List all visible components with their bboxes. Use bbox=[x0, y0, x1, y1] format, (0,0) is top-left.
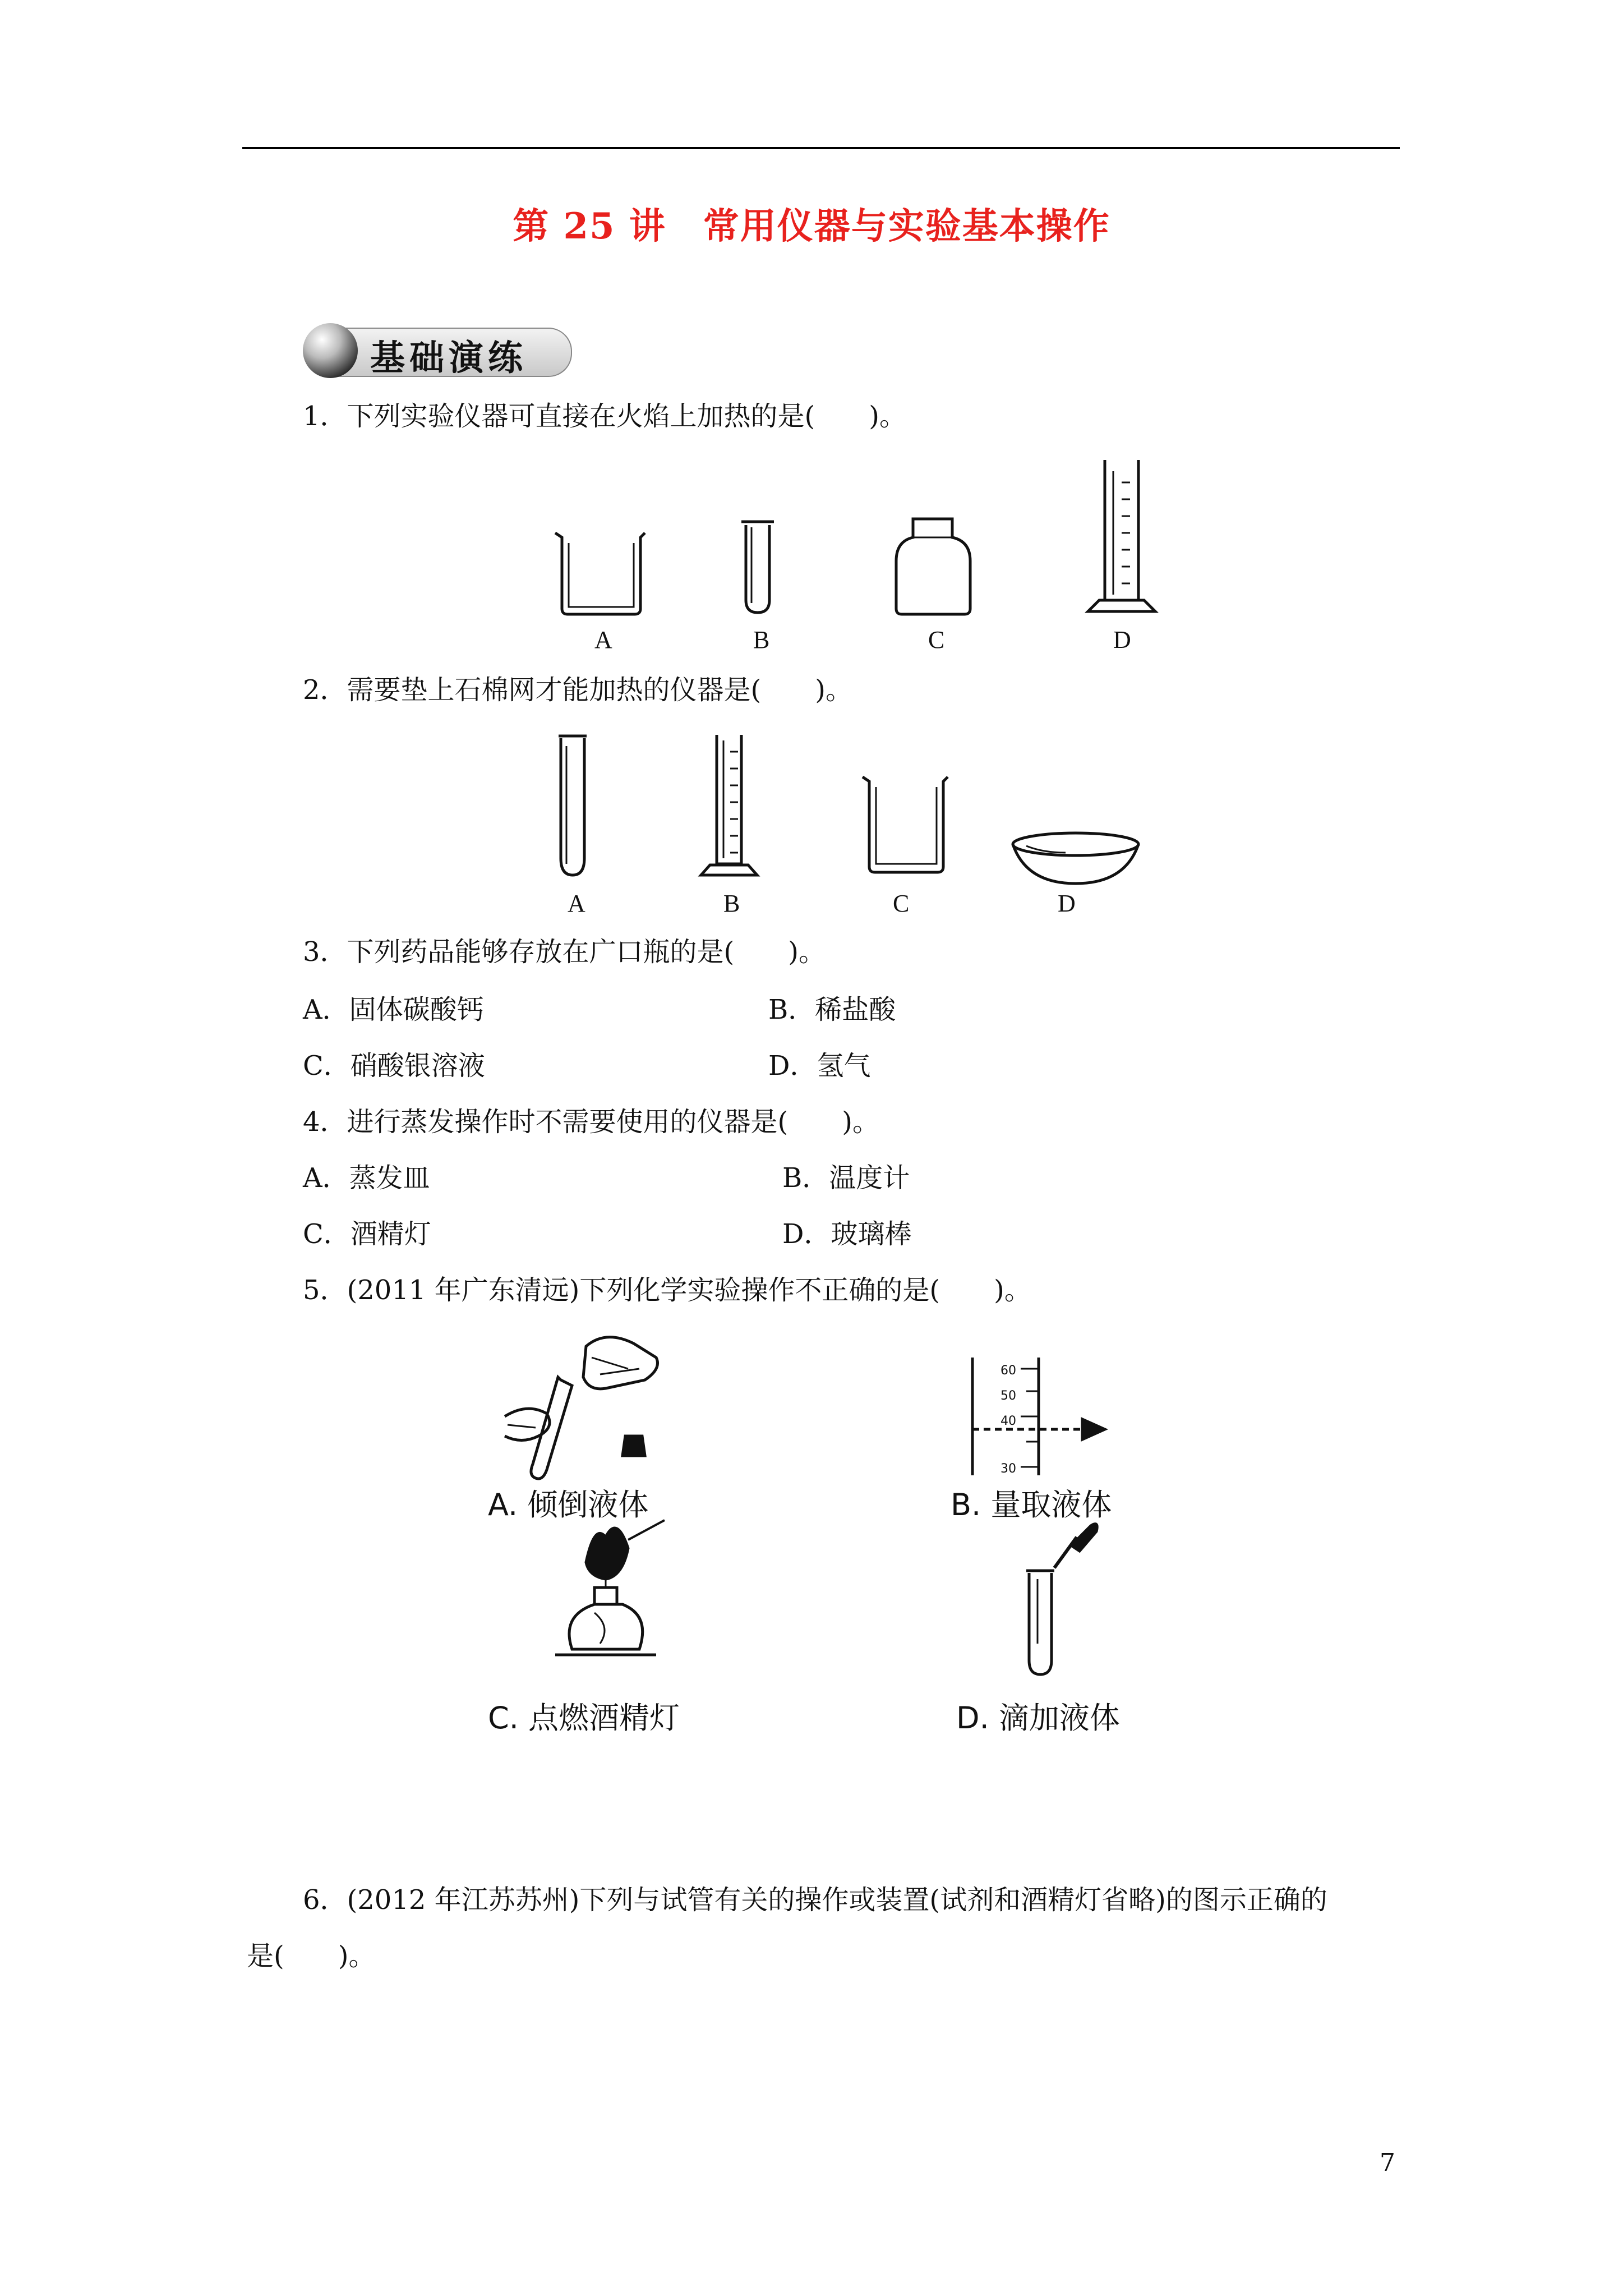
question-3: 3．下列药品能够存放在广口瓶的是( )。 bbox=[303, 936, 826, 968]
q1-label-b: B bbox=[753, 626, 770, 654]
q4-option-d: D．玻璃棒 bbox=[782, 1218, 912, 1250]
q3-option-d: D．氢气 bbox=[768, 1050, 871, 1082]
scale-label-50: 50 bbox=[1000, 1389, 1016, 1403]
scale-label-40: 40 bbox=[1000, 1414, 1016, 1428]
q2-label-a: A bbox=[568, 890, 585, 917]
q2-label-b: B bbox=[723, 890, 740, 917]
page-title: 第 25 讲 常用仪器与实验基本操作 bbox=[513, 205, 1110, 247]
section-label: 基础演练 bbox=[370, 337, 528, 378]
q2-label-d: D bbox=[1058, 890, 1076, 917]
alcohol-lamp-icon bbox=[555, 1520, 665, 1655]
question-2: 2．需要垫上石棉网才能加热的仪器是( )。 bbox=[303, 674, 852, 706]
q4-option-b: B．温度计 bbox=[782, 1162, 910, 1194]
q1-label-d: D bbox=[1113, 626, 1131, 654]
q1-label-a: A bbox=[594, 626, 612, 654]
pouring-liquid-icon bbox=[505, 1337, 658, 1479]
q4-option-c: C．酒精灯 bbox=[303, 1218, 431, 1250]
q4-option-a: A．蒸发皿 bbox=[303, 1162, 430, 1194]
scale-label-30: 30 bbox=[1000, 1462, 1016, 1476]
q5-caption-b: B. 量取液体 bbox=[951, 1487, 1112, 1522]
question-5: 5．(2011 年广东清远)下列化学实验操作不正确的是( )。 bbox=[303, 1274, 1031, 1306]
question-6-line-2: 是( )。 bbox=[247, 1940, 376, 1972]
q5-caption-a: A. 倾倒液体 bbox=[488, 1487, 649, 1522]
q3-option-b: B．稀盐酸 bbox=[768, 994, 896, 1025]
page-number: 7 bbox=[1380, 2148, 1395, 2177]
q3-option-c: C．硝酸银溶液 bbox=[303, 1050, 485, 1082]
dropping-liquid-icon bbox=[1026, 1524, 1097, 1674]
question-1: 1．下列实验仪器可直接在火焰上加热的是( )。 bbox=[303, 401, 906, 432]
measuring-cylinder-scale-icon bbox=[972, 1358, 1105, 1475]
q5-caption-c: C. 点燃酒精灯 bbox=[488, 1700, 680, 1736]
question-6-line-1: 6．(2012 年江苏苏州)下列与试管有关的操作或装置(试剂和酒精灯省略)的图示正确的 bbox=[303, 1884, 1327, 1916]
scale-label-60: 60 bbox=[1000, 1364, 1016, 1378]
question-4: 4．进行蒸发操作时不需要使用的仪器是( )。 bbox=[303, 1106, 879, 1138]
q5-caption-d: D. 滴加液体 bbox=[956, 1700, 1120, 1736]
q3-option-a: A．固体碳酸钙 bbox=[303, 994, 484, 1025]
q1-label-c: C bbox=[928, 626, 945, 654]
q2-label-c: C bbox=[893, 890, 910, 917]
